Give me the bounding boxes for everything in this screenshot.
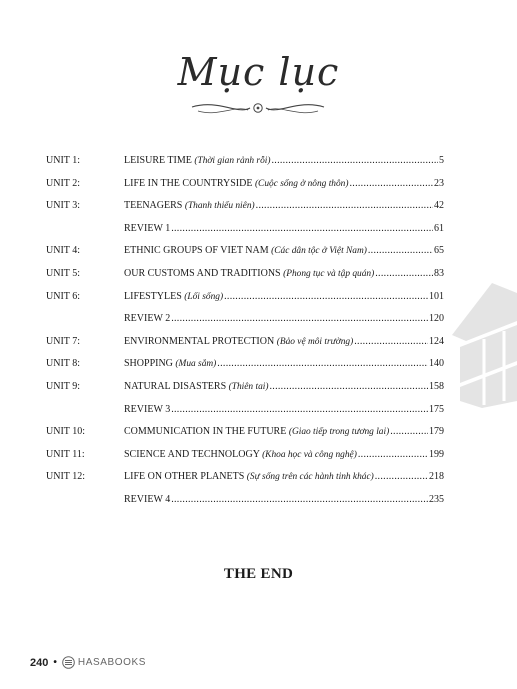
toc-leader-dots [390, 421, 428, 444]
toc-row [46, 173, 444, 196]
toc-leader-dots [171, 489, 428, 512]
toc-entry-subtitle: (Sự sống trên các hành tinh khác) [246, 472, 374, 483]
toc-leader-dots [224, 286, 428, 309]
toc-row [46, 489, 444, 512]
toc-entry-title: SHOPPING [124, 358, 173, 370]
toc-page-number: 140 [429, 358, 444, 370]
toc-unit-number: UNIT 7: [46, 335, 80, 347]
toc-entry-title: REVIEW 3 [124, 403, 171, 415]
toc-entry-title: SCIENCE AND TECHNOLOGY [124, 448, 260, 460]
toc-row [46, 376, 444, 399]
toc-entry-title: ETHNIC GROUPS OF VIET NAM [124, 245, 269, 257]
toc-row [46, 308, 444, 331]
toc-unit-number: UNIT 12: [46, 471, 85, 483]
toc-unit-number: UNIT 8: [46, 358, 80, 370]
toc-unit-number: UNIT 1: [46, 155, 80, 166]
toc-entry-subtitle: (Phong tục và tập quán) [283, 268, 375, 279]
toc-entry-title: OUR CUSTOMS AND TRADITIONS [124, 267, 281, 279]
toc-unit-number: UNIT 2: [46, 177, 80, 189]
toc-entry-label [124, 353, 216, 376]
footer-page-number: 240 [30, 656, 49, 669]
toc-entry-title: REVIEW 2 [124, 313, 171, 325]
toc-entry-subtitle: (Giao tiếp trong tương lai) [288, 427, 390, 438]
toc-entry-label [124, 421, 389, 444]
toc-page-number: 235 [429, 493, 444, 505]
toc-page-number: 124 [429, 335, 444, 347]
toc-unit-number: UNIT 11: [46, 448, 85, 460]
toc-entry-label [124, 195, 255, 218]
toc-page-number: 42 [434, 200, 444, 212]
toc-unit-number: UNIT 3: [46, 200, 80, 212]
hasa-logo-icon [62, 656, 75, 669]
toc-page-number: 83 [434, 267, 444, 279]
toc-entry-label [124, 399, 170, 422]
toc-entry-label [124, 489, 170, 512]
toc-entry-subtitle: (Lối sống) [184, 291, 224, 302]
toc-leader-dots [171, 399, 428, 422]
toc-entry-subtitle: (Thanh thiếu niên) [184, 201, 255, 212]
toc-page-number: 120 [429, 313, 444, 325]
toc-entry [124, 376, 444, 399]
toc-entry-title: LIFE IN THE COUNTRYSIDE [124, 177, 253, 189]
toc-entry-title: LEISURE TIME [124, 155, 192, 166]
toc-entry [124, 195, 444, 218]
toc-entry-title: REVIEW 1 [124, 222, 171, 234]
toc-leader-dots [375, 263, 433, 286]
toc-row [46, 240, 444, 263]
toc-entry [124, 308, 444, 331]
toc-entry [124, 444, 444, 467]
toc-leader-dots [354, 331, 428, 354]
toc-entry [124, 263, 444, 286]
table-of-contents [46, 150, 444, 512]
toc-row [46, 286, 444, 309]
toc-row [46, 466, 444, 489]
toc-entry-label [124, 444, 357, 467]
toc-entry-title: COMMUNICATION IN THE FUTURE [124, 426, 287, 438]
toc-page-number: 5 [439, 155, 444, 166]
toc-page-number: 23 [434, 177, 444, 189]
toc-entry-subtitle: (Cuộc sống ở nông thôn) [254, 178, 349, 189]
toc-page-number: 218 [429, 471, 444, 483]
toc-entry [124, 353, 444, 376]
toc-entry-label [124, 286, 223, 309]
toc-leader-dots [349, 173, 433, 196]
toc-entry [124, 466, 444, 489]
toc-page-number: 175 [429, 403, 444, 415]
toc-unit-number: UNIT 5: [46, 267, 80, 279]
toc-entry-subtitle: (Mua sắm) [175, 359, 217, 370]
toc-row [46, 421, 444, 444]
toc-entry [124, 218, 444, 241]
toc-unit-number: UNIT 6: [46, 290, 80, 302]
toc-entry [124, 421, 444, 444]
toc-page-number: 61 [434, 222, 444, 234]
toc-leader-dots [256, 195, 433, 218]
toc-entry-subtitle: (Thiên tai) [228, 381, 269, 392]
toc-entry-label [124, 240, 367, 263]
toc-entry-label [124, 376, 268, 399]
toc-row [46, 353, 444, 376]
toc-entry [124, 399, 444, 422]
toc-row [46, 218, 444, 241]
title-ornament [188, 97, 328, 119]
toc-row [46, 331, 444, 354]
toc-leader-dots [375, 466, 428, 489]
toc-unit-number: UNIT 9: [46, 380, 80, 392]
toc-leader-dots [171, 308, 428, 331]
toc-entry-label [124, 331, 353, 354]
toc-entry-label [124, 308, 170, 331]
footer-separator: • [53, 657, 57, 668]
toc-entry-label [124, 173, 348, 196]
toc-entry-subtitle: (Khoa học và công nghệ) [262, 449, 357, 460]
the-end-text: THE END [223, 566, 294, 582]
toc-entry-title: REVIEW 4 [124, 493, 171, 505]
toc-entry-subtitle: (Thời gian rảnh rỗi) [194, 156, 271, 166]
toc-entry-title: ENVIRONMENTAL PROTECTION [124, 335, 275, 347]
toc-entry [124, 240, 444, 263]
toc-leader-dots [269, 376, 428, 399]
toc-entry-subtitle: (Các dân tộc ở Việt Nam) [271, 246, 367, 257]
toc-entry [124, 150, 444, 173]
toc-row [46, 263, 444, 286]
toc-leader-dots [171, 218, 433, 241]
footer-brand: HASABOOKS [77, 657, 147, 668]
toc-entry [124, 331, 444, 354]
toc-row [46, 399, 444, 422]
toc-row [46, 150, 444, 173]
toc-page-number: 179 [429, 426, 444, 438]
toc-entry-title: LIFESTYLES [124, 290, 182, 302]
toc-page-number: 199 [429, 448, 444, 460]
hasa-logo-watermark-icon [452, 283, 517, 408]
toc-entry-label [124, 150, 270, 173]
toc-row [46, 444, 444, 467]
toc-entry-title: TEENAGERS [124, 200, 183, 212]
toc-entry-title: NATURAL DISASTERS [124, 380, 227, 392]
toc-page-number: 65 [434, 245, 444, 257]
toc-entry [124, 286, 444, 309]
toc-unit-number: UNIT 4: [46, 245, 80, 257]
toc-leader-dots [358, 444, 428, 467]
toc-leader-dots [271, 150, 438, 173]
toc-page-number: 158 [429, 380, 444, 392]
toc-entry-label [124, 263, 374, 286]
page-title: Mục lục [177, 50, 340, 94]
toc-leader-dots [217, 353, 428, 376]
toc-entry-subtitle: (Bảo vệ môi trường) [276, 336, 354, 347]
page-footer [30, 656, 146, 669]
toc-entry [124, 173, 444, 196]
toc-unit-number: UNIT 10: [46, 426, 85, 438]
toc-row [46, 195, 444, 218]
toc-leader-dots [368, 240, 433, 263]
toc-page-number: 101 [429, 290, 444, 302]
toc-entry-title: LIFE ON OTHER PLANETS [124, 471, 245, 483]
toc-entry-label [124, 218, 170, 241]
toc-entry-label [124, 466, 374, 489]
toc-entry [124, 489, 444, 512]
